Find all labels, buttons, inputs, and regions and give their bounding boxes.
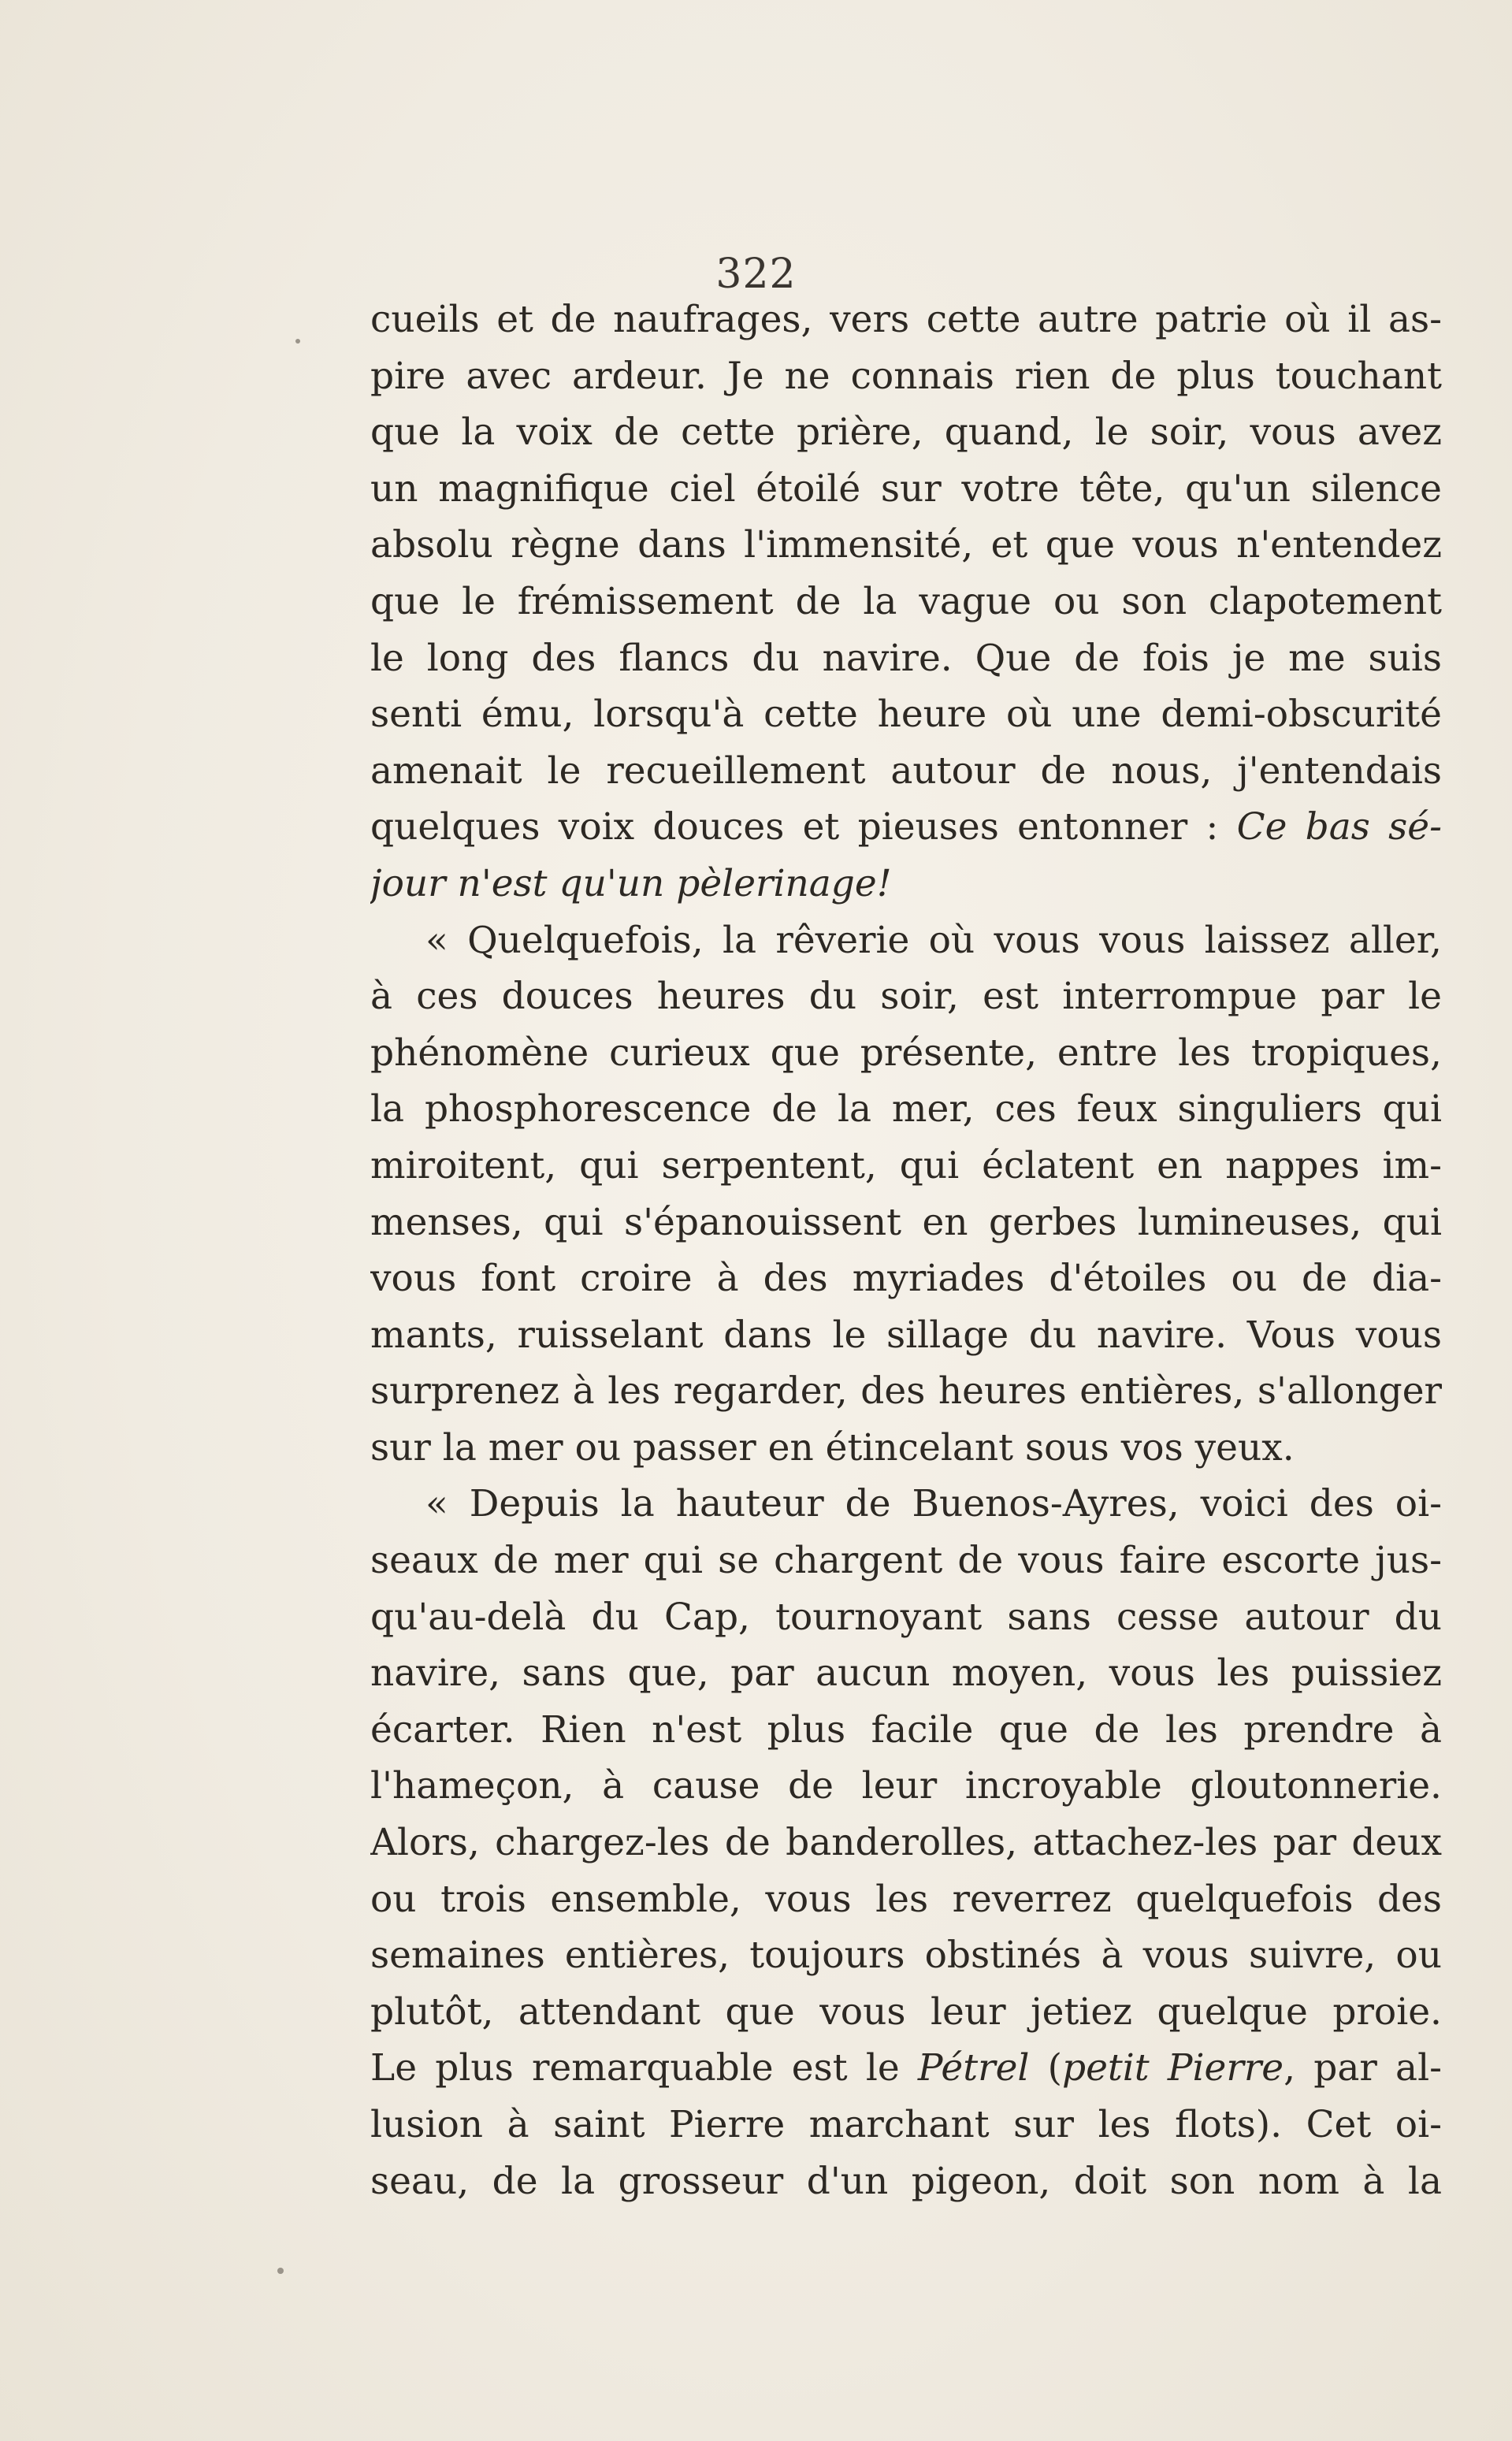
body-text xyxy=(370,292,1442,2209)
text-segment: vous font croire à des myriades d'étoiles ou de dia- xyxy=(370,1257,1442,1301)
text-segment: plutôt, attendant que vous leur jetiez quelque proie. xyxy=(370,1990,1442,2034)
text-segment: lusion à saint Pierre marchant sur les flots). Cet oi- xyxy=(370,2103,1442,2146)
text-segment: senti ému, lorsqu'à cette heure où une demi-obscurité xyxy=(370,693,1442,737)
text-line xyxy=(370,1420,1442,1477)
text-line xyxy=(370,1815,1442,1871)
text-segment: un magnifique ciel étoilé sur votre tête, qu'un silence xyxy=(370,466,1442,511)
text-segment: amenait le recueillement autour de nous, j'entendais xyxy=(370,749,1442,793)
text-segment: ( xyxy=(1029,2046,1062,2090)
text-line xyxy=(370,968,1442,1025)
text-line xyxy=(370,630,1442,687)
italic-text: Pétrel xyxy=(917,2046,1030,2090)
text-line xyxy=(370,1645,1442,1702)
text-line xyxy=(370,686,1442,743)
text-line xyxy=(370,2040,1442,2097)
text-segment: Le plus remarquable est le xyxy=(370,2046,918,2090)
text-line xyxy=(370,2097,1442,2153)
text-segment: pire avec ardeur. Je ne connais rien de plus touchant xyxy=(370,354,1442,398)
text-line xyxy=(370,2153,1442,2210)
text-line xyxy=(370,1476,1442,1533)
text-line xyxy=(370,1758,1442,1815)
text-segment: quelques voix douces et pieuses entonner : xyxy=(370,805,1237,849)
text-segment: navire, sans que, par aucun moyen, vous les puissiez xyxy=(370,1651,1442,1696)
text-segment: « Depuis la hauteur de Buenos-Ayres, voici des oi- xyxy=(425,1482,1442,1526)
text-segment: mants, ruisselant dans le sillage du navire. Vous vous xyxy=(370,1313,1442,1357)
text-segment: seau, de la grosseur d'un pigeon, doit son nom à la xyxy=(370,2159,1442,2203)
text-segment: absolu règne dans l'immensité, et que vous n'entendez xyxy=(370,523,1442,567)
text-line xyxy=(370,1138,1442,1194)
margin-speck xyxy=(277,2268,284,2274)
text-line xyxy=(370,1363,1442,1420)
text-segment: cueils et de naufrages, vers cette autre patrie où il as- xyxy=(370,298,1442,341)
text-line xyxy=(370,1194,1442,1251)
text-line xyxy=(370,1984,1442,2041)
text-line xyxy=(370,517,1442,574)
text-line xyxy=(370,1589,1442,1646)
text-segment: que le frémissement de la vague ou son clapotement xyxy=(370,579,1442,623)
text-segment: sur la mer ou passer en étincelant sous vos yeux. xyxy=(370,1425,1295,1469)
text-line xyxy=(370,1025,1442,1082)
text-line xyxy=(370,1871,1442,1928)
margin-speck xyxy=(295,339,300,344)
text-segment: , par al- xyxy=(1284,2046,1442,2090)
text-line xyxy=(370,912,1442,969)
text-line xyxy=(370,743,1442,800)
text-segment: miroitent, qui serpentent, qui éclatent en nappes im- xyxy=(370,1143,1442,1187)
text-line xyxy=(370,348,1442,405)
italic-text: Ce bas sé- xyxy=(1236,805,1442,849)
text-line xyxy=(370,461,1442,518)
text-segment: le long des flancs du navire. Que de fois je me suis xyxy=(370,636,1442,680)
text-segment: phénomène curieux que présente, entre les tropiques, xyxy=(370,1031,1442,1075)
text-line xyxy=(370,1702,1442,1759)
text-line xyxy=(370,574,1442,630)
text-segment: seaux de mer qui se chargent de vous faire escorte jus- xyxy=(370,1539,1442,1583)
text-line xyxy=(370,292,1442,348)
text-segment: semaines entières, toujours obstinés à vous suivre, ou xyxy=(370,1934,1442,1978)
page-number: 322 xyxy=(715,251,797,298)
text-segment: à ces douces heures du soir, est interrompue par le xyxy=(370,975,1442,1019)
text-segment: Alors, chargez-les de banderolles, attachez-les par deux xyxy=(370,1821,1442,1865)
text-segment: écarter. Rien n'est plus facile que de les prendre à xyxy=(370,1707,1442,1752)
text-line xyxy=(370,1250,1442,1307)
text-line xyxy=(370,404,1442,461)
text-line xyxy=(370,1927,1442,1984)
text-segment: que la voix de cette prière, quand, le soir, vous avez xyxy=(370,411,1442,455)
text-segment: menses, qui s'épanouissent en gerbes lumineuses, qui xyxy=(370,1200,1442,1244)
text-line xyxy=(370,1533,1442,1589)
text-line xyxy=(370,1307,1442,1364)
text-segment: la phosphorescence de la mer, ces feux singuliers qui xyxy=(370,1087,1442,1131)
italic-text: petit Pierre xyxy=(1061,2046,1284,2090)
text-line xyxy=(370,856,1442,912)
text-segment: l'hameçon, à cause de leur incroyable gloutonnerie. xyxy=(370,1764,1442,1808)
text-segment: surprenez à les regarder, des heures entières, s'allonger xyxy=(370,1369,1442,1414)
text-segment: « Quelquefois, la rêverie où vous vous laissez aller, xyxy=(425,918,1442,962)
text-segment: qu'au-delà du Cap, tournoyant sans cesse autour du xyxy=(370,1595,1442,1639)
text-line xyxy=(370,1081,1442,1138)
italic-text: jour n'est qu'un pèlerinage! xyxy=(370,861,892,905)
text-line xyxy=(370,799,1442,856)
text-segment: ou trois ensemble, vous les reverrez quelquefois des xyxy=(370,1877,1442,1921)
